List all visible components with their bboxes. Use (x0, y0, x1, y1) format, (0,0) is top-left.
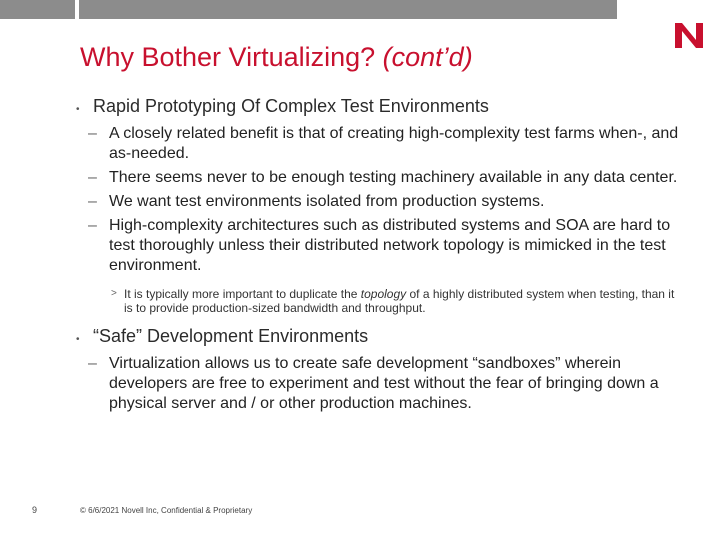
bullet-marker: • (76, 334, 80, 345)
slide-content (76, 96, 686, 414)
header-bar-right (79, 0, 617, 19)
sub-bullet: – Virtualization allows us to create safe development “sandboxes” wherein developers are free to experiment and test without the fear of bringing down a physical server and / or other production machines. (88, 355, 659, 412)
sub-sub-bullet-topology-note: > It is typically more important to duplicate the topology of a highly distributed system when testing, than it is to provide production-sized bandwidth and throughput. (111, 287, 675, 315)
sub-bullet: – There seems never to be enough testing machinery available in any data center. (88, 169, 678, 186)
sub-bullet: – High-complexity architectures such as distributed systems and SOA are hard to test thoroughly unless their distributed network topology is mimicked in the test environment. (88, 217, 671, 274)
bullet-safe-development: • “Safe” Development Environments (76, 326, 686, 347)
slide-title: Why Bother Virtualizing? (cont’d) (80, 42, 473, 72)
sub-bullet: – We want test environments isolated from production systems. (88, 193, 545, 210)
bullet-marker: • (76, 104, 80, 115)
slide-number: 9 (32, 505, 38, 515)
sub-bullet: – A closely related benefit is that of creating high-complexity test farms when-, and as-needed. (88, 125, 679, 162)
header-bar-left (0, 0, 75, 19)
bullet-rapid-prototyping: • Rapid Prototyping Of Complex Test Environments (76, 96, 686, 117)
novell-logo-icon (672, 20, 706, 50)
footer-copyright: © 6/6/2021 Novell Inc, Confidential & Proprietary (80, 506, 253, 515)
